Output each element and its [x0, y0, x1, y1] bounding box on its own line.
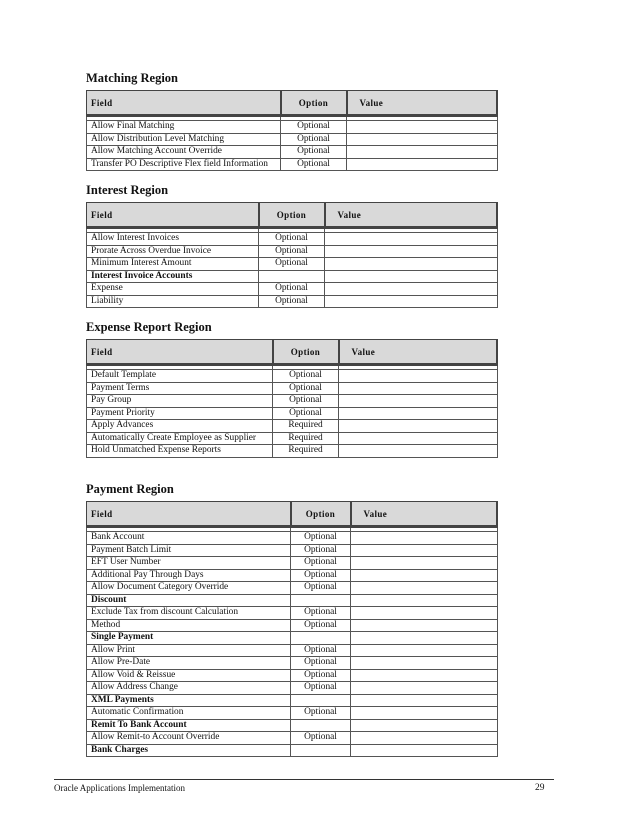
value-cell[interactable]: [351, 707, 498, 720]
value-cell[interactable]: [351, 644, 498, 657]
option-cell: [259, 270, 325, 283]
option-cell: Optional: [291, 544, 351, 557]
option-cell: Optional: [291, 569, 351, 582]
field-cell: Expense: [87, 283, 259, 296]
table-row: [87, 732, 498, 745]
table-row: [87, 295, 498, 308]
value-header: Value: [347, 91, 498, 116]
value-cell[interactable]: [339, 370, 498, 383]
value-cell[interactable]: [339, 382, 498, 395]
value-cell[interactable]: [325, 295, 498, 308]
field-cell: Allow Print: [87, 644, 291, 657]
value-cell[interactable]: [339, 407, 498, 420]
value-cell[interactable]: [351, 657, 498, 670]
value-cell[interactable]: [351, 569, 498, 582]
option-header: Option: [273, 340, 339, 365]
table-row: [87, 557, 498, 570]
option-cell: Optional: [291, 582, 351, 595]
value-cell[interactable]: [351, 582, 498, 595]
option-cell: Required: [273, 432, 339, 445]
table-row: [87, 432, 498, 445]
field-cell: Bank Charges: [87, 744, 291, 757]
field-cell: XML Payments: [87, 694, 291, 707]
table-row: [87, 133, 498, 146]
value-cell[interactable]: [339, 420, 498, 433]
option-cell: Optional: [259, 258, 325, 271]
subheader-row: [87, 719, 498, 732]
field-cell: Payment Terms: [87, 382, 273, 395]
value-cell[interactable]: [347, 158, 498, 171]
option-cell: Optional: [291, 644, 351, 657]
table-row: [87, 582, 498, 595]
subheader-row: [87, 694, 498, 707]
field-cell: Bank Account: [87, 532, 291, 545]
table-row: [87, 146, 498, 159]
field-cell: Pay Group: [87, 395, 273, 408]
value-cell[interactable]: [325, 270, 498, 283]
subheader-row: [87, 594, 498, 607]
option-cell: Optional: [291, 707, 351, 720]
value-cell[interactable]: [351, 619, 498, 632]
table-row: [87, 707, 498, 720]
option-cell: Optional: [291, 732, 351, 745]
field-header: Field: [87, 203, 259, 228]
field-cell: EFT User Number: [87, 557, 291, 570]
option-cell: [291, 719, 351, 732]
field-cell: Allow Address Change: [87, 682, 291, 695]
matching-table: [86, 90, 498, 171]
value-cell[interactable]: [339, 395, 498, 408]
field-cell: Method: [87, 619, 291, 632]
table-row: [87, 532, 498, 545]
field-cell: Minimum Interest Amount: [87, 258, 259, 271]
field-cell: Hold Unmatched Expense Reports: [87, 445, 273, 458]
field-cell: Automatic Confirmation: [87, 707, 291, 720]
interest-table: [86, 202, 498, 308]
option-cell: Optional: [291, 607, 351, 620]
section-title: Interest Region: [86, 183, 169, 197]
option-cell: Optional: [259, 283, 325, 296]
table-row: [87, 395, 498, 408]
section-expense-report-region: [86, 319, 498, 458]
section-title: Expense Report Region: [86, 320, 212, 334]
table-row: [87, 669, 498, 682]
option-cell: Optional: [259, 245, 325, 258]
value-cell[interactable]: [351, 719, 498, 732]
value-header: Value: [325, 203, 498, 228]
value-cell[interactable]: [351, 669, 498, 682]
value-cell[interactable]: [351, 682, 498, 695]
table-row: [87, 644, 498, 657]
field-cell: Prorate Across Overdue Invoice: [87, 245, 259, 258]
value-cell[interactable]: [351, 544, 498, 557]
option-header: Option: [281, 91, 347, 116]
table-row: [87, 382, 498, 395]
option-cell: Optional: [291, 532, 351, 545]
option-cell: [291, 694, 351, 707]
section-payment-region: [86, 481, 498, 757]
option-cell: Optional: [291, 657, 351, 670]
field-cell: Remit To Bank Account: [87, 719, 291, 732]
table-row: [87, 258, 498, 271]
expense-report-table: [86, 339, 498, 458]
payment-table: [86, 501, 498, 757]
table-body: [87, 527, 498, 757]
option-cell: Optional: [273, 395, 339, 408]
field-cell: Exclude Tax from discount Calculation: [87, 607, 291, 620]
section-interest-region: [86, 182, 498, 308]
field-cell: Allow Final Matching: [87, 121, 281, 134]
table-body: [87, 116, 498, 171]
table-body: [87, 228, 498, 308]
option-cell: Optional: [281, 158, 347, 171]
option-cell: Optional: [273, 407, 339, 420]
option-header: Option: [259, 203, 325, 228]
option-cell: Optional: [291, 619, 351, 632]
value-cell[interactable]: [325, 245, 498, 258]
field-cell: Default Template: [87, 370, 273, 383]
option-cell: Required: [273, 445, 339, 458]
subheader-row: [87, 744, 498, 757]
field-cell: Discount: [87, 594, 291, 607]
option-cell: [291, 632, 351, 645]
option-cell: Required: [273, 420, 339, 433]
field-cell: Liability: [87, 295, 259, 308]
option-cell: Optional: [281, 133, 347, 146]
value-cell[interactable]: [339, 432, 498, 445]
field-cell: Transfer PO Descriptive Flex field Information: [87, 158, 281, 171]
table-row: [87, 445, 498, 458]
value-cell[interactable]: [351, 694, 498, 707]
table-row: [87, 370, 498, 383]
field-cell: Allow Pre-Date: [87, 657, 291, 670]
section-title: Payment Region: [86, 482, 174, 496]
field-cell: Allow Matching Account Override: [87, 146, 281, 159]
value-cell[interactable]: [339, 445, 498, 458]
option-cell: Optional: [259, 233, 325, 246]
value-cell[interactable]: [347, 146, 498, 159]
value-cell[interactable]: [351, 594, 498, 607]
option-cell: Optional: [291, 669, 351, 682]
value-cell[interactable]: [351, 632, 498, 645]
option-cell: Optional: [291, 682, 351, 695]
table-row: [87, 121, 498, 134]
table-row: [87, 544, 498, 557]
field-header: Field: [87, 91, 281, 116]
table-row: [87, 607, 498, 620]
table-row: [87, 283, 498, 296]
table-row: [87, 158, 498, 171]
value-cell[interactable]: [351, 607, 498, 620]
option-cell: [291, 744, 351, 757]
subheader-row: [87, 270, 498, 283]
table-row: [87, 682, 498, 695]
table-body: [87, 365, 498, 458]
field-cell: Allow Document Category Override: [87, 582, 291, 595]
option-cell: Optional: [281, 146, 347, 159]
page-number: 29: [535, 783, 545, 793]
section-matching-region: [86, 70, 498, 171]
option-cell: Optional: [281, 121, 347, 134]
field-cell: Additional Pay Through Days: [87, 569, 291, 582]
table-row: [87, 657, 498, 670]
value-header: Value: [351, 502, 498, 527]
section-title: Matching Region: [86, 71, 179, 85]
table-row: [87, 407, 498, 420]
field-cell: Apply Advances: [87, 420, 273, 433]
option-cell: Optional: [273, 370, 339, 383]
value-cell[interactable]: [325, 258, 498, 271]
field-header: Field: [87, 340, 273, 365]
value-cell[interactable]: [351, 532, 498, 545]
value-cell[interactable]: [347, 121, 498, 134]
field-cell: Allow Void & Reissue: [87, 669, 291, 682]
field-cell: Allow Interest Invoices: [87, 233, 259, 246]
footer-title: Oracle Applications Implementation: [54, 783, 185, 793]
table-row: [87, 233, 498, 246]
option-cell: [291, 594, 351, 607]
field-header: Field: [87, 502, 291, 527]
value-header: Value: [339, 340, 498, 365]
subheader-row: [87, 632, 498, 645]
field-cell: Single Payment: [87, 632, 291, 645]
field-cell: Allow Remit-to Account Override: [87, 732, 291, 745]
value-cell[interactable]: [351, 732, 498, 745]
field-cell: Automatically Create Employee as Supplier: [87, 432, 273, 445]
value-cell[interactable]: [325, 233, 498, 246]
value-cell[interactable]: [351, 744, 498, 757]
option-cell: Optional: [291, 557, 351, 570]
option-cell: Optional: [259, 295, 325, 308]
option-cell: Optional: [273, 382, 339, 395]
footer-divider: [54, 779, 554, 780]
value-cell[interactable]: [325, 283, 498, 296]
table-row: [87, 569, 498, 582]
table-row: [87, 619, 498, 632]
value-cell[interactable]: [351, 557, 498, 570]
table-row: [87, 245, 498, 258]
field-cell: Payment Batch Limit: [87, 544, 291, 557]
field-cell: Payment Priority: [87, 407, 273, 420]
table-row: [87, 420, 498, 433]
field-cell: Allow Distribution Level Matching: [87, 133, 281, 146]
value-cell[interactable]: [347, 133, 498, 146]
option-header: Option: [291, 502, 351, 527]
field-cell: Interest Invoice Accounts: [87, 270, 259, 283]
